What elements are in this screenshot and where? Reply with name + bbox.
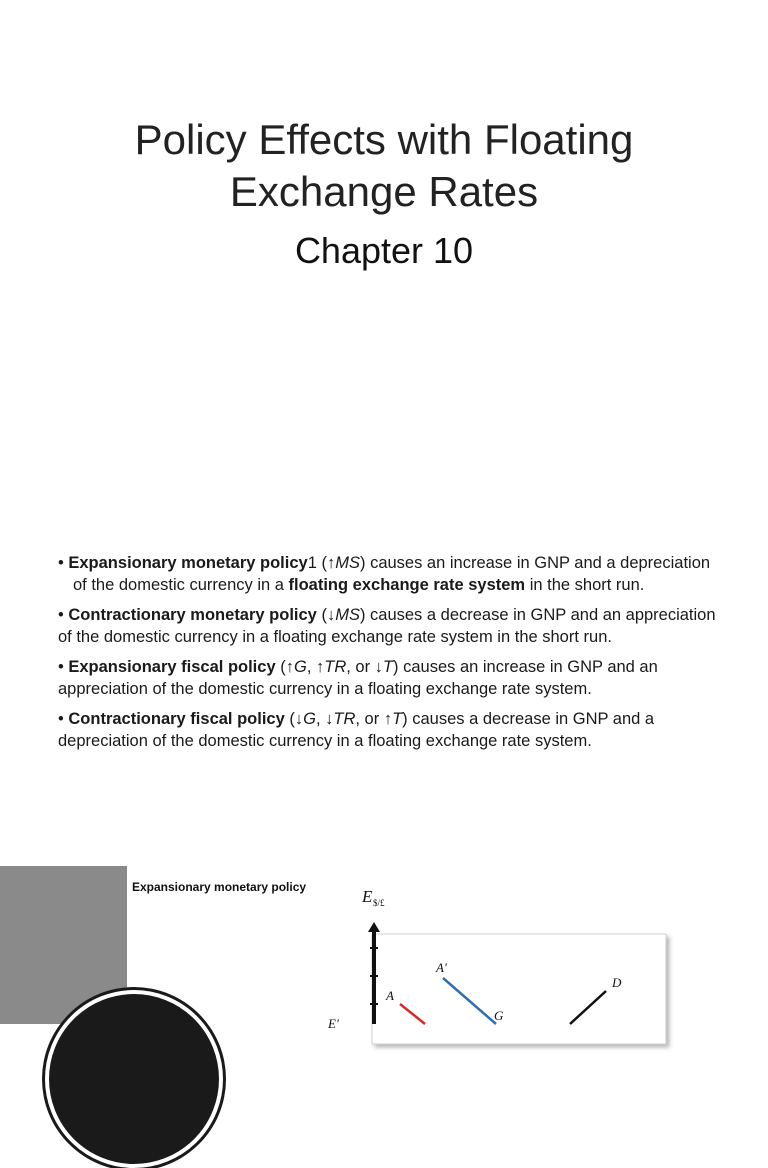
bullet-text: , ↑ bbox=[306, 658, 325, 676]
title-line-2: Exchange Rates bbox=[229, 168, 539, 215]
bullet-marker: • bbox=[58, 710, 64, 728]
bullet-symbol: TR bbox=[333, 710, 356, 728]
bullet-symbol: MS bbox=[335, 554, 360, 572]
point-label-g: G bbox=[494, 1008, 504, 1023]
bullet-list bbox=[58, 552, 718, 760]
bullet-text: (↑ bbox=[275, 658, 294, 676]
decorative-circle bbox=[45, 990, 223, 1168]
axis-subscript: $/£ bbox=[373, 898, 385, 908]
bullet-symbol: G bbox=[293, 658, 307, 676]
bullet-term: Contractionary monetary policy bbox=[68, 606, 317, 624]
point-label-a: A bbox=[386, 988, 394, 1003]
bullet-marker: • bbox=[58, 606, 64, 624]
bullet-marker: • bbox=[58, 554, 64, 572]
figure-diagram bbox=[328, 880, 700, 1031]
bullet-contractionary-fiscal bbox=[58, 708, 718, 752]
slide-title bbox=[0, 114, 768, 218]
bullet-term: Expansionary monetary policy bbox=[68, 554, 308, 572]
slide-subtitle: Chapter 10 bbox=[294, 230, 474, 271]
bullet-expansionary-monetary bbox=[58, 552, 718, 596]
point-label-d: D bbox=[612, 975, 622, 990]
axis-tick-label: E' bbox=[328, 1016, 339, 1031]
bullet-text: , or ↑ bbox=[355, 710, 393, 728]
bullet-symbol: T bbox=[392, 710, 403, 728]
figure-panel bbox=[372, 934, 666, 1044]
bullet-text: ) causes a decrease in GNP and an appreciation of the domestic currency in a floating exchange rate system in the short run. bbox=[58, 606, 716, 646]
bullet-text: in the short run. bbox=[525, 576, 645, 594]
arrow-up-icon bbox=[368, 922, 380, 932]
bullet-text: 1 (↑ bbox=[307, 554, 336, 572]
bullet-text: ) causes an increase in GNP and an appreciation of the domestic currency in a floating exchange rate system. bbox=[58, 658, 658, 698]
bullet-marker: • bbox=[58, 658, 64, 676]
bullet-symbol: MS bbox=[335, 606, 360, 624]
title-line-1: Policy Effects with Floating bbox=[134, 116, 634, 163]
bullet-text: (↓ bbox=[284, 710, 304, 728]
bullet-text: , ↓ bbox=[315, 710, 334, 728]
bullet-term: Expansionary fiscal policy bbox=[68, 658, 276, 676]
bullet-text: , or ↓ bbox=[346, 658, 383, 676]
bullet-contractionary-monetary bbox=[58, 604, 718, 648]
point-label-a-prime: A' bbox=[436, 960, 447, 975]
bullet-symbol: TR bbox=[324, 658, 347, 676]
bullet-text: ) causes a decrease in GNP and a depreciation of the domestic currency in a floating exchange rate system. bbox=[58, 710, 655, 750]
bullet-symbol: T bbox=[382, 658, 394, 676]
bullet-text: ) causes an increase in GNP and a depreciation of the domestic currency in a bbox=[73, 554, 711, 594]
figure-caption: Expansionary monetary policy bbox=[132, 880, 307, 894]
axis-label: E bbox=[362, 887, 373, 906]
bullet-symbol: G bbox=[303, 710, 316, 728]
bullet-expansionary-fiscal bbox=[58, 656, 718, 700]
bullet-term: floating exchange rate system bbox=[288, 576, 526, 594]
bullet-term: Contractionary fiscal policy bbox=[68, 710, 285, 728]
bullet-text: (↓ bbox=[316, 606, 336, 624]
